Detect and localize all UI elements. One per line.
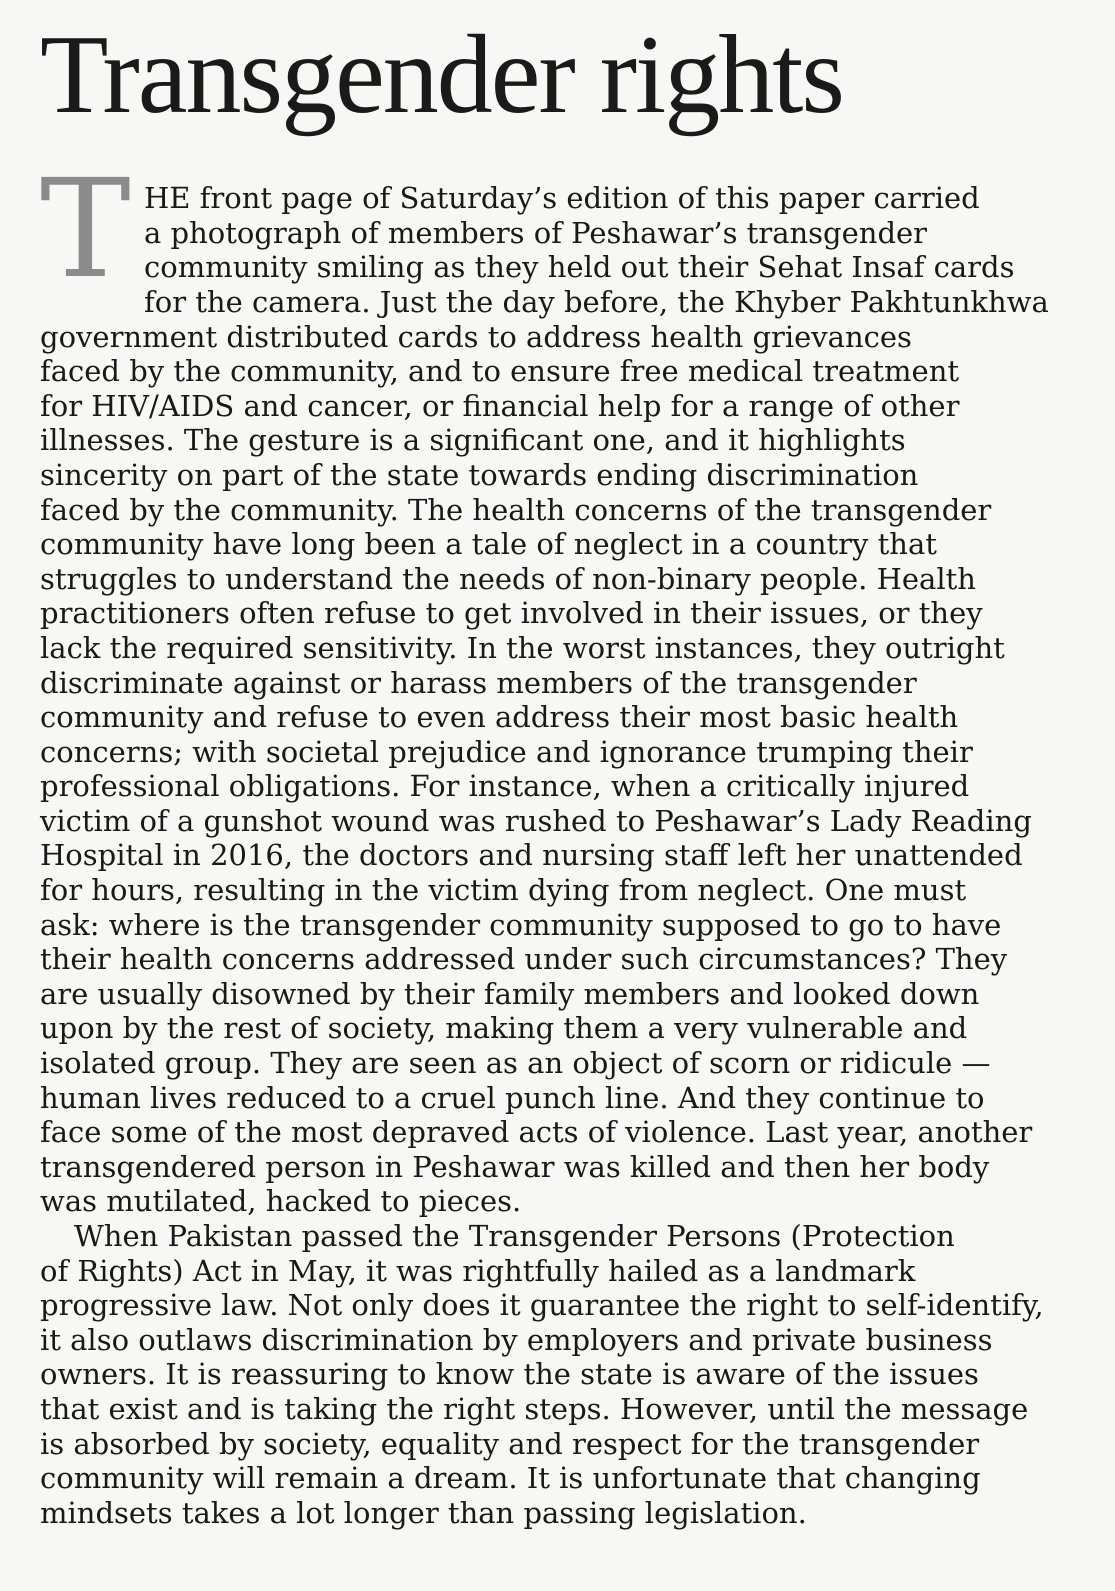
text-line: HE front page of Saturday’s edition of this paper carried: [144, 181, 980, 216]
text-line: When Pakistan passed the Transgender Persons (Protection: [74, 1219, 955, 1253]
text-line: sincerity on part of the state towards ending discrimination: [40, 457, 919, 492]
text-line: community and refuse to even address their most basic health: [40, 700, 959, 735]
text-line: is absorbed by society, equality and respect for the transgender: [40, 1426, 980, 1461]
text-line: faced by the community. The health concerns of the transgender: [40, 492, 992, 527]
text-line: progressive law. Not only does it guarantee the right to self-identify,: [40, 1288, 1044, 1323]
text-line: for HIV/AIDS and cancer, or financial help for a range of other: [40, 388, 960, 423]
text-line: of Rights) Act in May, it was rightfully hailed as a landmark: [40, 1253, 916, 1288]
text-line: community have long been a tale of neglect in a country that: [40, 527, 937, 562]
text-line: human lives reduced to a cruel punch line. And they continue to: [40, 1080, 985, 1115]
text-line: transgendered person in Peshawar was killed and then her body: [40, 1149, 990, 1184]
text-line: their health concerns addressed under such circumstances? They: [40, 942, 1008, 977]
text-line: practitioners often refuse to get involved in their issues, or they: [40, 596, 983, 631]
text-line: owners. It is reassuring to know the state is aware of the issues: [40, 1357, 979, 1392]
text-line: face some of the most depraved acts of violence. Last year, another: [40, 1115, 1033, 1150]
text-line: discriminate against or harass members of the transgender: [40, 665, 917, 700]
text-line: illnesses. The gesture is a significant one, and it highlights: [40, 423, 906, 458]
text-line: faced by the community, and to ensure free medical treatment: [40, 354, 960, 389]
text-line: upon by the rest of society, making them a very vulnerable and: [40, 1011, 968, 1046]
text-line: it also outlaws discrimination by employers and private business: [40, 1322, 993, 1357]
paragraph-2: [40, 1219, 1075, 1530]
paragraph-1: [40, 151, 1075, 1219]
text-line: victim of a gunshot wound was rushed to Peshawar’s Lady Reading: [40, 803, 1032, 838]
text-line: mindsets takes a lot longer than passing legislation.: [40, 1495, 807, 1530]
text-line: was mutilated, hacked to pieces.: [40, 1184, 522, 1219]
text-line: Hospital in 2016, the doctors and nursing staff left her unattended: [40, 838, 1023, 873]
text-line: for the camera. Just the day before, the Khyber Pakhtunkhwa: [144, 284, 1049, 319]
text-line: struggles to understand the needs of non-binary people. Health: [40, 561, 976, 596]
text-line: are usually disowned by their family members and looked down: [40, 976, 980, 1011]
text-line: isolated group. They are seen as an object of scorn or ridicule —: [40, 1046, 991, 1081]
text-line: government distributed cards to address health grievances: [40, 319, 912, 354]
article-body: [40, 151, 1075, 1530]
text-line: for hours, resulting in the victim dying from neglect. One must: [40, 873, 967, 908]
text-line: community smiling as they held out their Sehat Insaf cards: [144, 250, 1015, 285]
text-line: a photograph of members of Peshawar’s transgender: [144, 215, 928, 250]
text-line: professional obligations. For instance, when a critically injured: [40, 769, 970, 804]
article-title: Transgender rights: [40, 13, 843, 137]
text-line: that exist and is taking the right steps. However, until the message: [40, 1391, 1029, 1426]
text-line: ask: where is the transgender community supposed to go to have: [40, 907, 1002, 942]
text-line: concerns; with societal prejudice and ignorance trumping their: [40, 734, 973, 769]
text-line: community will remain a dream. It is unfortunate that changing: [40, 1461, 981, 1496]
text-line: lack the required sensitivity. In the worst instances, they outright: [40, 630, 1005, 665]
drop-cap: T: [40, 151, 131, 310]
